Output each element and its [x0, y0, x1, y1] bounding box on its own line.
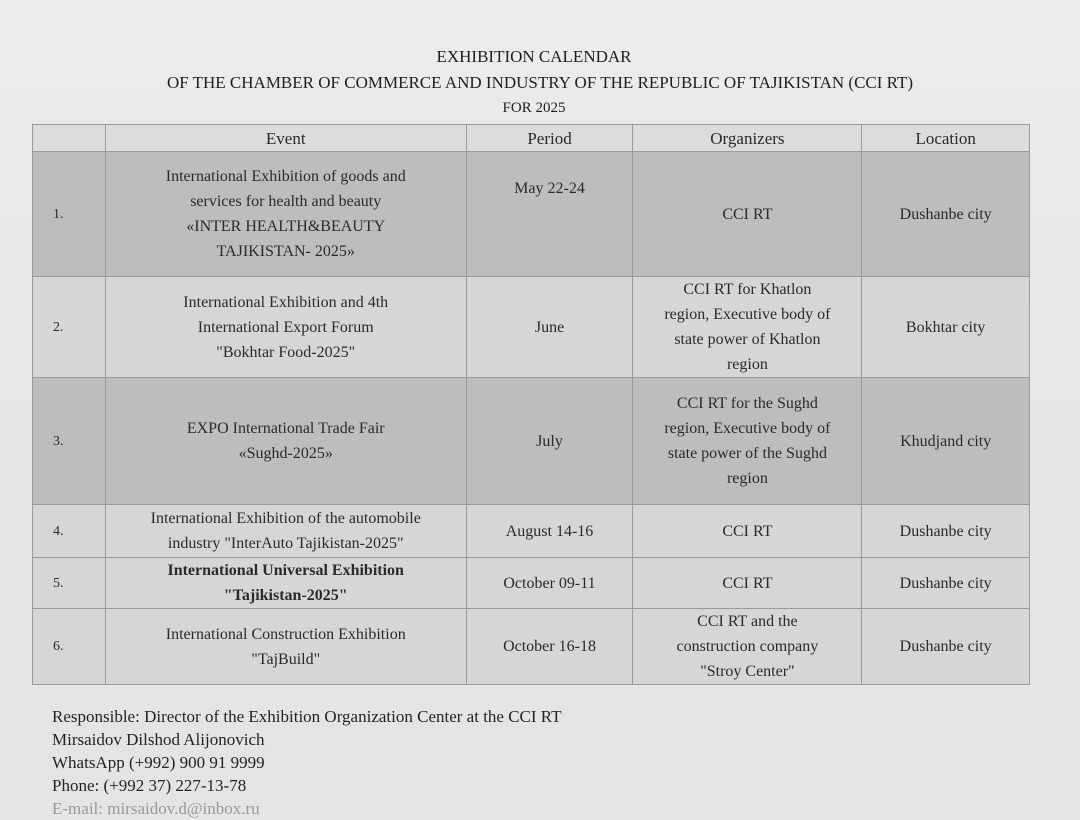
table-header-row	[33, 125, 1030, 152]
period-cell: August 14-16	[466, 505, 633, 558]
organizer-line: CCI RT	[722, 522, 773, 540]
organizers-cell	[633, 609, 862, 685]
period-cell: June	[466, 277, 633, 378]
organizer-line: CCI RT for the Sughd	[676, 395, 818, 412]
row-number: 3.	[33, 378, 106, 505]
event-line: "Tajikistan-2025"	[223, 587, 348, 604]
title-line-1: EXHIBITION CALENDAR	[436, 47, 632, 66]
organizers-cell	[633, 152, 862, 277]
whatsapp-line: WhatsApp (+992) 900 91 9999	[52, 753, 265, 772]
location-cell: Khudjand city	[862, 378, 1030, 505]
phone-line: Phone: (+992 37) 227-13-78	[52, 776, 247, 795]
row-number: 4.	[33, 505, 106, 558]
organizer-line: region	[726, 356, 768, 373]
table-row	[33, 609, 1030, 685]
event-cell	[105, 277, 466, 378]
event-cell	[105, 152, 466, 277]
event-line: «Sughd-2025»	[238, 445, 333, 462]
organizer-line: region, Executive body of	[664, 306, 831, 323]
title-line-3: FOR 2025	[502, 100, 566, 116]
header-number	[33, 125, 106, 152]
period-cell: July	[466, 378, 633, 505]
period-cell: October 09-11	[466, 558, 633, 609]
event-line: "Bokhtar Food-2025"	[216, 343, 356, 361]
event-line: International Construction Exhibition	[165, 625, 406, 643]
event-line: International Exhibition of goods and	[165, 168, 406, 185]
location-cell: Dushanbe city	[862, 558, 1030, 609]
header-organizers: Organizers	[633, 125, 862, 152]
event-cell	[105, 505, 466, 558]
responsible-line: Responsible: Director of the Exhibition Organization Center at the CCI RT	[52, 707, 562, 726]
period-cell: May 22-24	[466, 152, 633, 277]
location-cell: Dushanbe city	[862, 152, 1030, 277]
period-cell: October 16-18	[466, 609, 633, 685]
organizer-line: state power of Khatlon	[674, 331, 821, 348]
event-cell	[105, 558, 466, 609]
table-row	[33, 378, 1030, 505]
location-cell: Dushanbe city	[862, 505, 1030, 558]
row-number: 5.	[33, 558, 106, 609]
organizers-cell	[633, 558, 862, 609]
exhibition-calendar-table	[32, 124, 1030, 685]
event-cell	[105, 609, 466, 685]
organizer-line: construction company	[676, 638, 819, 655]
event-line: International Export Forum	[197, 318, 374, 336]
email-line-cut-off: E-mail: mirsaidov.d@inbox.ru	[52, 799, 260, 818]
event-line: services for health and beauty	[190, 193, 382, 210]
location-cell: Bokhtar city	[862, 277, 1030, 378]
organizer-line: state power of the Sughd	[667, 445, 827, 462]
header-location: Location	[862, 125, 1030, 152]
contact-footer	[52, 705, 562, 820]
contact-name: Mirsaidov Dilshod Alijonovich	[52, 730, 265, 749]
organizer-line: region	[726, 470, 768, 487]
event-line: International Exhibition and 4th	[183, 293, 389, 311]
organizer-line: CCI RT	[722, 574, 773, 592]
organizer-line: CCI RT for Khatlon	[683, 281, 812, 298]
organizers-cell	[633, 378, 862, 505]
event-line: International Universal Exhibition	[167, 562, 404, 579]
event-line: International Exhibition of the automobile	[150, 510, 421, 527]
organizers-cell	[633, 505, 862, 558]
table-row	[33, 152, 1030, 277]
table-row	[33, 558, 1030, 609]
row-number: 1.	[33, 152, 106, 277]
header-period: Period	[466, 125, 633, 152]
organizer-line: CCI RT and the	[697, 613, 798, 630]
event-cell	[105, 378, 466, 505]
title-line-2: OF THE CHAMBER OF COMMERCE AND INDUSTRY OF THE REPUBLIC OF TAJIKISTAN (CCI RT)	[166, 73, 914, 92]
table-row	[33, 277, 1030, 378]
event-line: TAJIKISTAN- 2025»	[216, 243, 355, 260]
header-event: Event	[105, 125, 466, 152]
organizer-line: "Stroy Center"	[700, 663, 795, 680]
event-line: «INTER HEALTH&BEAUTY	[186, 218, 386, 235]
event-line: "TajBuild"	[251, 650, 321, 668]
organizer-line: CCI RT	[722, 205, 773, 223]
organizers-cell	[633, 277, 862, 378]
organizer-line: region, Executive body of	[664, 420, 831, 437]
row-number: 6.	[33, 609, 106, 685]
table-row	[33, 505, 1030, 558]
event-line: EXPO International Trade Fair	[186, 420, 385, 437]
row-number: 2.	[33, 277, 106, 378]
event-line: industry "InterAuto Tajikistan-2025"	[167, 535, 404, 552]
location-cell: Dushanbe city	[862, 609, 1030, 685]
